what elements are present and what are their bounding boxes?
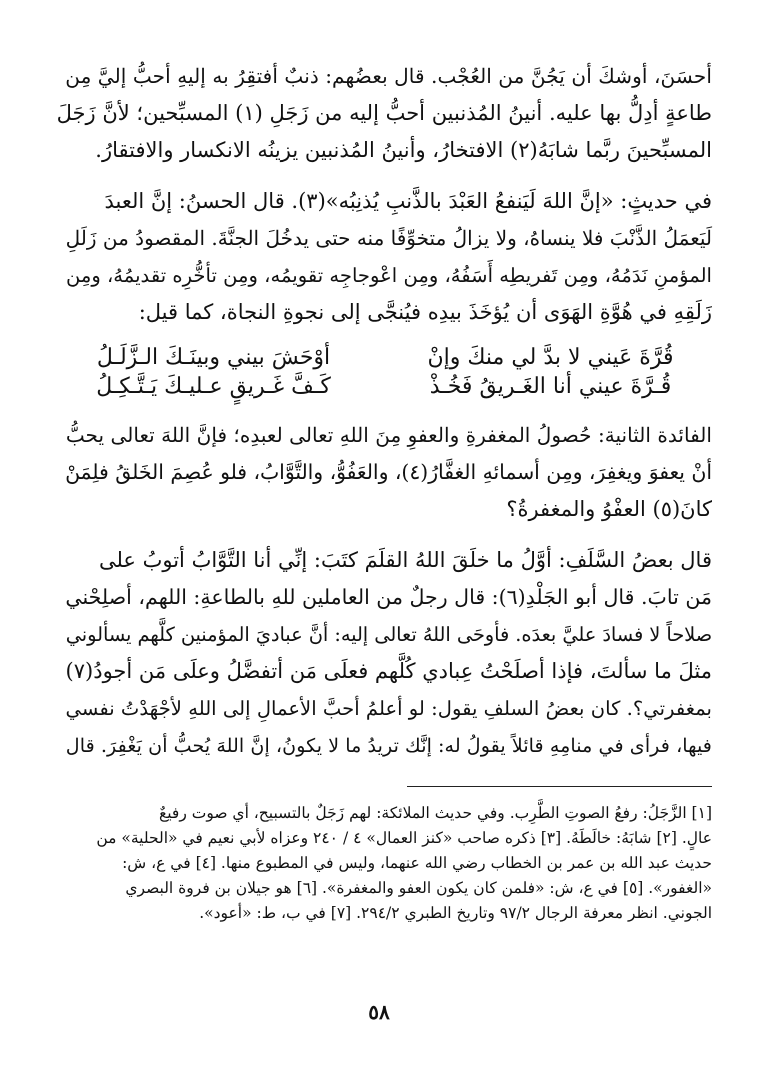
text-line: الفائدة الثانية: حُصولُ المغفرةِ والعفوِ مِنَ اللهِ تعالى لعبدِه؛ فإنَّ اللهَ تعالى يحبُّ <box>65 423 712 447</box>
text-line: زَلَقِهِ في هُوَّةِ الهَوَى أن يُؤخَذَ بيدِه فيُنجَّى إلى نجوةِ النجاة، كما قيل: <box>138 300 712 324</box>
paragraph-4 <box>52 542 712 764</box>
page-body <box>52 58 712 926</box>
paragraph-2 <box>52 183 712 331</box>
footnote-line: عالٍ. [٢] شابَهُ: خالَطَهُ. [٣] ذكره صاحب «كنز العمال» ٤ / ٢٤٠ وعزاه لأبي نعيم في «الحلية» من <box>96 829 712 847</box>
poem-hemistich-second: أوْحَشَ بيني وبينَـكَ الـزَّلَـلُ <box>96 345 331 370</box>
footnote-line: حديث عبد الله بن عمر بن الخطاب رضي الله عنهما، وليس في المطبوع منها. [٤] في ع، ش: <box>122 854 712 872</box>
paragraph-3 <box>52 417 712 528</box>
poem-verse <box>52 374 712 399</box>
text-line: فيها، فرأى في منامِهِ قائلاً يقولُ له: إنَّك تريدُ ما لا يكونُ، إنَّ اللهَ يُحبُّ أن يَغْفِرَ. قال <box>65 734 712 757</box>
text-line: لَيَعمَلُ الذَّنْبَ فلا ينساهُ، ولا يزالُ متخوِّفًا منه حتى يدخُلَ الجنَّةَ. المقصودُ من زَلَلِ <box>65 226 712 250</box>
footnote-line: «الغفور». [٥] في ع، ش: «فلمن كان يكون العفو والمغفرة». [٦] هو جيلان بن فروة البصري <box>125 879 712 897</box>
poem-hemistich-first: قُرَّةَ عَيني لا بدَّ لي منكَ وإنْ <box>427 345 674 370</box>
text-line: قال بعضُ السَّلَفِ: أوَّلُ ما خلَقَ اللهُ القلَمَ كتَبَ: إنِّي أنا التَّوَّابُ أتوبُ على <box>98 548 712 572</box>
text-line: مَن تابَ. قال أبو الجَلْدِ(٦): قال رجلٌ من العاملين للهِ بالطاعةِ: اللهم، أصلِحْني <box>65 585 712 609</box>
poem-hemistich-second: كَـفَّ غَـريقٍ عـليـكَ يَـتَّـكِـلُ <box>96 374 331 399</box>
text-line: طاعةٍ أدِلُّ بها عليه. أنينُ المُذنبين أحبُّ إليه من زَجَلِ (١) المسبِّحين؛ لأنَّ زَجَلَ <box>56 101 712 125</box>
poem-hemistich-first: قُـرَّةَ عيني أنا الغَـريقُ فَخُـذْ <box>429 374 672 399</box>
text-line: بمغفرتي؟. كان بعضُ السلفِ يقول: لو أعلمُ أحبَّ الأعمالِ إلى اللهِ لأجْهَدْتُ نفسي <box>65 697 712 720</box>
footnote-separator <box>407 786 712 787</box>
text-line: أنْ يعفوَ ويغفِرَ، ومِن أسمائهِ الغفَّارُ(٤)، والعَفُوُّ، والتَّوَّابُ، فلو عُصِمَ الخَلقُ فلِمَنْ <box>65 460 712 484</box>
footnote-line: الجوني. انظر معرفة الرجال ٩٧/٢ وتاريخ الطبري ٢٩٤/٢. [٧] في ب، ط: «أعود». <box>199 904 712 922</box>
poem-verse <box>52 345 712 370</box>
footnotes <box>52 801 712 926</box>
text-line: في حديثٍ: «إنَّ اللهَ لَيَنفعُ العَبْدَ بالذَّنبِ يُذنِبُه»(٣). قال الحسنُ: إنَّ العبدَ <box>104 189 712 213</box>
text-line: مثلَ ما سألتَ، فإذا أصلَحْتُ عِبادي كُلَّهم فعلَى مَن أتفضَّلُ وعلَى مَن أجودُ(٧) <box>65 659 712 683</box>
page-number: ٥٨ <box>368 1000 390 1024</box>
text-line: صلاحاً لا فسادَ عليَّ بعدَه. فأوحَى اللهُ تعالى إليه: أنَّ عباديَ المؤمنين كلَّهم يسألوني <box>65 623 712 646</box>
footnote-line: [١] الزَّجَلُ: رفعُ الصوتِ الطَّرِب. وفي حديث الملائكة: لهم زَجَلٌ بالتسبيح، أي صوت رفيعٌ <box>159 804 712 822</box>
poem <box>52 345 712 399</box>
text-line: أحسَنَ، أوشكَ أن يَجُنَّ من العُجْب. قال بعضُهم: ذنبٌ أفتقِرُ به إليهِ أحبُّ إليَّ مِن <box>65 64 712 88</box>
text-line: المؤمنِ نَدَمُهُ، ومِن تَفريطِه أَسَفُهُ، ومِن اعْوجاجِه تقويمُه، ومِن تأخُّرِه تقديمُهُ، ومِن <box>65 264 712 287</box>
text-line: المسبِّحينَ ربَّما شابَهُ(٢) الافتخارُ، وأنينُ المُذنبين يزينُه الانكسار والافتقارُ. <box>95 138 712 162</box>
paragraph-1 <box>52 58 712 169</box>
text-line: كانَ(٥) العفْوُ والمغفرةُ؟ <box>506 497 712 521</box>
